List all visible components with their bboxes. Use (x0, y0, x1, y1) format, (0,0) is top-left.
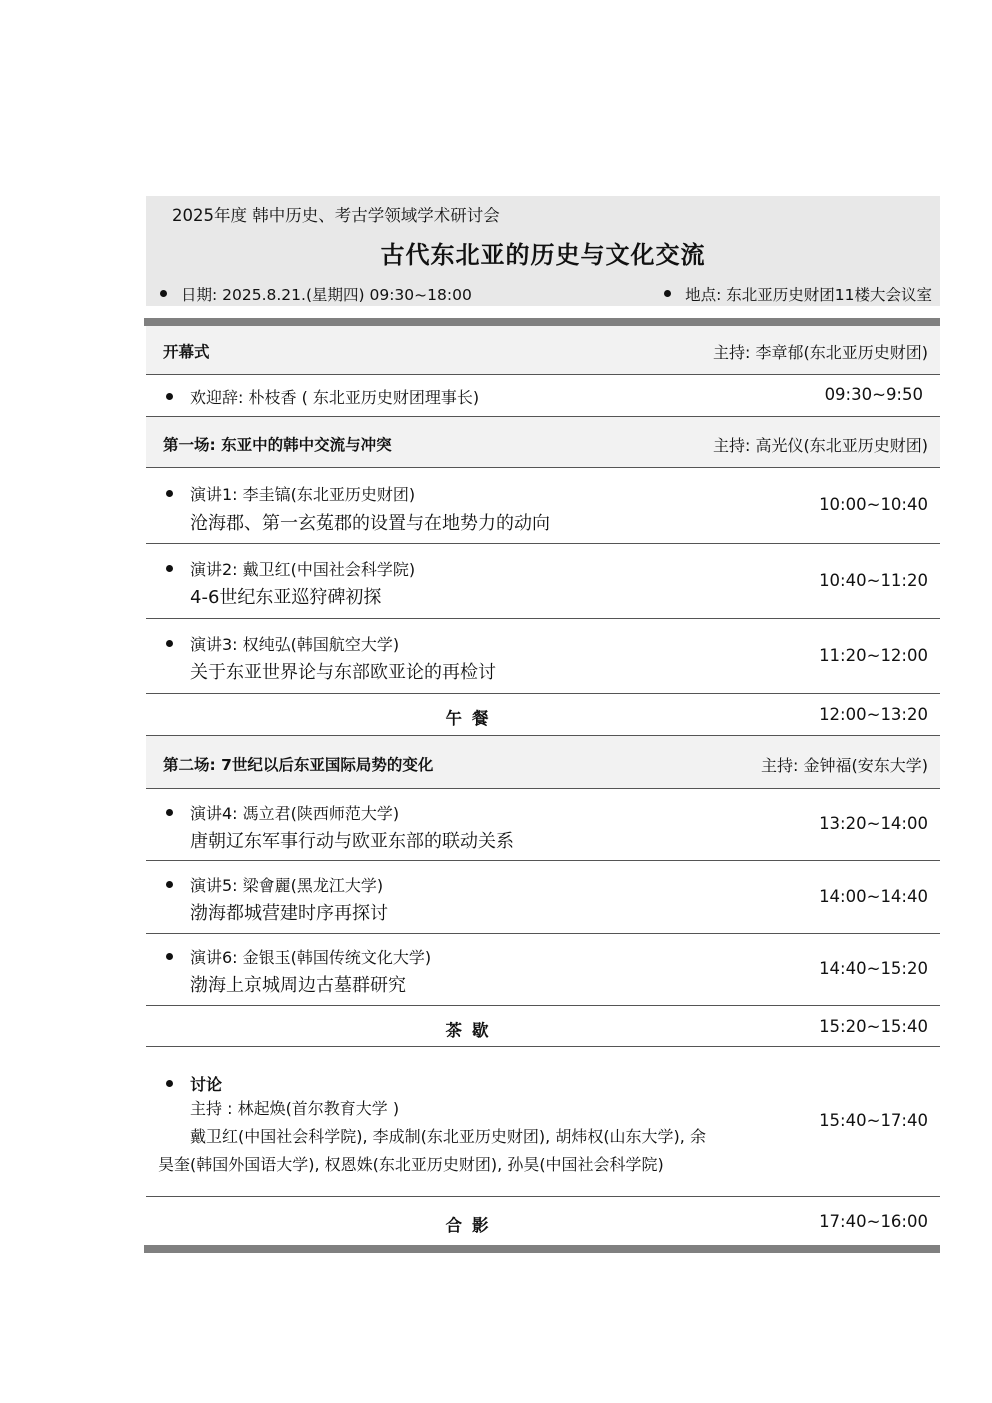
talk-speaker: 演讲2: 戴卫红(中国社会科学院) (166, 557, 415, 580)
photo-time: 17:40~16:00 (819, 1212, 928, 1231)
talk-row-6 (146, 933, 940, 1006)
session1-header (146, 416, 940, 468)
bullet-icon (166, 640, 173, 647)
opening-time: 09:30~9:50 (824, 385, 923, 404)
bullet-icon (166, 565, 173, 572)
talk-row-4 (146, 788, 940, 861)
talk-topic: 沧海郡、第一玄菟郡的设置与在地势力的动向 (190, 513, 550, 534)
talk-topic: 唐朝辽东军事行动与欧亚东部的联动关系 (190, 831, 514, 852)
bottom-thick-divider (144, 1245, 940, 1253)
program-place: 地点: 东北亚历史财团11楼大会议室 (664, 283, 932, 305)
talk-row-5 (146, 860, 940, 934)
opening-title: 开幕式 (163, 343, 210, 361)
talk-row-3 (146, 618, 940, 694)
break-label: 茶歇 (445, 1021, 499, 1040)
bullet-icon (160, 290, 167, 297)
talk-topic: 4-6世纪东亚巡狩碑初探 (190, 587, 382, 608)
talk-speaker: 演讲3: 权纯弘(韩国航空大学) (166, 632, 399, 655)
discussion-host: 主持 : 林起焕(首尔教育大学 ) (190, 1099, 400, 1118)
lunch-label: 午餐 (445, 709, 499, 728)
program-header (146, 196, 940, 306)
session2-header (146, 735, 940, 789)
talk-topic: 渤海都城营建时序再探讨 (190, 903, 388, 924)
bullet-icon (166, 1080, 173, 1087)
break-row (146, 1005, 940, 1047)
opening-item-row (146, 374, 940, 417)
discussion-row (146, 1046, 940, 1197)
talk-speaker: 演讲4: 馮立君(陕西师范大学) (166, 801, 399, 824)
bullet-icon (166, 881, 173, 888)
photo-row (146, 1196, 940, 1245)
session2-title: 第二场: 7世纪以后东亚国际局势的变化 (163, 756, 434, 774)
talk-row-1 (146, 467, 940, 544)
talk-speaker: 演讲6: 金银玉(韩国传统文化大学) (166, 945, 431, 968)
talk-speaker: 演讲5: 梁會麗(黑龙江大学) (166, 873, 383, 896)
discussion-panel-line2: 昊奎(韩国外国语大学), 权恩姝(东北亚历史财团), 孙昊(中国社会科学院) (158, 1155, 664, 1174)
bullet-icon (664, 290, 671, 297)
program-subtitle: 2025年度 韩中历史、考古学领域学术研讨会 (172, 206, 500, 225)
bullet-icon (166, 953, 173, 960)
lunch-time: 12:00~13:20 (819, 705, 928, 724)
program-document (146, 196, 940, 1235)
bullet-icon (166, 809, 173, 816)
session2-host: 主持: 金钟福(安东大学) (761, 756, 928, 775)
talk-time: 10:00~10:40 (819, 495, 928, 514)
program-date: 日期: 2025.8.21.(星期四) 09:30~18:00 (160, 283, 472, 305)
discussion-time: 15:40~17:40 (819, 1111, 928, 1130)
talk-topic: 渤海上京城周边古墓群研究 (190, 975, 406, 996)
top-thick-divider (144, 318, 940, 326)
bullet-icon (166, 393, 173, 400)
lunch-row (146, 693, 940, 736)
talk-speaker: 演讲1: 李圭镐(东北亚历史财团) (166, 482, 415, 505)
talk-topic: 关于东亚世界论与东部欧亚论的再检讨 (190, 662, 496, 683)
bullet-icon (166, 490, 173, 497)
opening-header (146, 326, 940, 374)
talk-time: 10:40~11:20 (819, 571, 928, 590)
talk-time: 14:40~15:20 (819, 959, 928, 978)
discussion-title: 讨论 (166, 1072, 222, 1095)
session1-title: 第一场: 东亚中的韩中交流与冲突 (163, 436, 392, 454)
talk-time: 11:20~12:00 (819, 646, 928, 665)
program-title: 古代东北亚的历史与文化交流 (380, 241, 706, 269)
session1-host: 主持: 高光仪(东北亚历史财团) (713, 436, 928, 455)
talk-time: 13:20~14:00 (819, 814, 928, 833)
photo-label: 合影 (445, 1216, 499, 1235)
talk-time: 14:00~14:40 (819, 887, 928, 906)
talk-row-2 (146, 543, 940, 619)
break-time: 15:20~15:40 (819, 1017, 928, 1036)
opening-host: 主持: 李章郁(东北亚历史财团) (713, 343, 928, 362)
discussion-panel-line1: 戴卫红(中国社会科学院), 李成制(东北亚历史财团), 胡炜权(山东大学), 余 (190, 1127, 706, 1146)
opening-item: 欢迎辞: 朴枝香 ( 东北亚历史财团理事长) (166, 385, 479, 408)
